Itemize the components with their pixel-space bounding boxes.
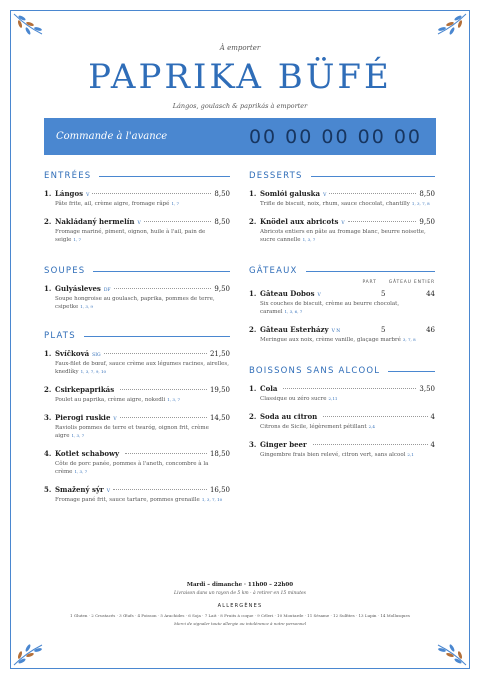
item-price: 3,50 (419, 385, 435, 393)
item-name: Cola (260, 384, 278, 393)
item-name: Kotlet schabowy (55, 449, 120, 458)
menu-item (44, 485, 230, 504)
item-name: Svíčková (55, 349, 90, 358)
item-name: Csirkepaprikás (55, 385, 115, 394)
item-allergens: 2,4 (368, 424, 375, 429)
menu-item (249, 289, 435, 316)
item-description: Faux-filet de bœuf, sauce crème aux légumes racines, airelles, knedlíky (55, 361, 229, 375)
restaurant-title: PAPRIKA BÜFÉ (88, 57, 392, 97)
menu-item (44, 284, 230, 311)
item-number: 1. (44, 284, 52, 293)
dot-leader (144, 221, 212, 222)
item-name: Smažený sýr (55, 485, 104, 494)
col-whole-header: GÂTEAU ENTIER (388, 280, 435, 285)
phone-number[interactable]: 00 00 00 00 00 (248, 125, 422, 148)
item-number: 2. (249, 217, 257, 226)
section-plats (44, 331, 230, 504)
item-allergens: 2,1 (407, 452, 414, 457)
item-price: 8,50 (214, 190, 230, 198)
dot-leader (329, 193, 416, 194)
item-name: Gulyásleves (55, 284, 101, 293)
item-price: 16,50 (209, 486, 230, 494)
section-divider (84, 336, 230, 337)
menu-item (44, 449, 230, 476)
menu-item (249, 217, 435, 244)
item-description: Citrons de Sicile, légèrement pétillant (260, 424, 367, 430)
section-title: GÂTEAUX (249, 266, 298, 276)
price-whole: 44 (426, 290, 435, 298)
dot-leader (104, 353, 207, 354)
item-description: Abricots entiers en pâte au fromage blanc, beurre noisette, sucre cannelle (260, 229, 426, 243)
diet-tag: V (323, 193, 327, 198)
item-description: Classique ou zéro sucre (260, 396, 327, 402)
item-allergens: 1, 3, 7, 9, 10 (80, 369, 107, 374)
section-divider (99, 176, 230, 177)
dot-leader (92, 193, 211, 194)
item-price: 8,50 (419, 190, 435, 198)
section-boissons (249, 366, 435, 459)
dot-leader (113, 489, 207, 490)
item-description: Gingembre frais bien relevé, citron vert, sans alcool (260, 452, 406, 458)
item-allergens: 1, 3, 7 (302, 237, 316, 242)
menu-item (44, 413, 230, 440)
header-kicker: À emporter (219, 44, 261, 52)
item-number: 1. (249, 189, 257, 198)
leaf-sprig-icon (428, 627, 468, 667)
menu-column-right (249, 171, 435, 473)
menu-item (44, 385, 230, 404)
menu-item (249, 440, 435, 459)
opening-hours: Mardi – dimanche · 11h00 – 22h00 (186, 582, 294, 588)
item-price: 19,50 (209, 386, 230, 394)
item-allergens: 1, 7 (171, 201, 180, 206)
item-number: 3. (249, 440, 257, 449)
order-banner (44, 118, 436, 155)
item-name: Gâteau Dobos (260, 289, 315, 298)
diet-tag: V (137, 221, 141, 226)
item-allergens: 1, 3, 7 (167, 397, 181, 402)
diet-tag: V (106, 489, 110, 494)
item-description: Poulet au paprika, crème aigre, nokedli (55, 397, 166, 403)
dot-leader (323, 416, 427, 417)
item-number: 1. (44, 349, 52, 358)
section-soupes (44, 266, 230, 311)
section-gateaux (249, 266, 435, 344)
menu-footer (0, 582, 480, 626)
item-number: 5. (44, 485, 52, 494)
diet-tag: V (86, 193, 90, 198)
menu-header (0, 44, 480, 110)
item-price: 9,50 (419, 218, 435, 226)
item-number: 2. (249, 325, 257, 334)
menu-item (249, 325, 435, 344)
item-description: Raviolis pommes de terre et twaróg, oignon frit, crème aigre (55, 425, 209, 439)
item-allergens: 2,11 (328, 396, 338, 401)
item-name: Soda au citron (260, 412, 318, 421)
item-number: 2. (44, 217, 52, 226)
section-title: SOUPES (44, 266, 86, 276)
col-part-header: PART (362, 280, 377, 285)
header-tagline: Lángos, goulasch & paprikás à emporter (172, 102, 308, 110)
item-price: 8,50 (214, 218, 230, 226)
price-part: 5 (381, 326, 386, 334)
item-price: 4 (430, 413, 435, 421)
item-name: Lángos (55, 189, 84, 198)
item-price: 14,50 (209, 414, 230, 422)
menu-item (44, 349, 230, 376)
item-description: Trifle de biscuit, noix, rhum, sauce chocolat, chantilly (260, 201, 410, 207)
item-allergens: 1, 3, 7 (74, 469, 88, 474)
menu-column-left (44, 171, 230, 518)
item-description: Fromage mariné, piment, oignon, huile à l'ail, pain de seigle (55, 229, 206, 243)
item-allergens: 1, 3, 7 (71, 433, 85, 438)
menu-item (44, 189, 230, 208)
item-allergens: 1, 3, 7, 8 (411, 201, 430, 206)
item-name: Pierogi ruskie (55, 413, 111, 422)
item-description: Meringue aux noix, crème vanille, glaçage marbré (260, 337, 401, 343)
item-price: 9,50 (214, 285, 230, 293)
diet-tag: V (341, 221, 345, 226)
delivery-note: Livraison dans un rayon de 5 km · à retirer en 15 minutes (174, 591, 306, 596)
section-title: BOISSONS SANS ALCOOL (249, 366, 381, 376)
dot-leader (348, 221, 417, 222)
leaf-sprig-icon (12, 627, 52, 667)
item-description: Côte de porc panée, pommes à l'aneth, concombre à la crème (55, 461, 209, 475)
allergens-note: Merci de signaler toute allergie ou intolérance à notre personnel (173, 621, 306, 626)
item-name: Somlói galuska (260, 189, 321, 198)
item-price: 4 (430, 441, 435, 449)
item-number: 3. (44, 413, 52, 422)
menu-item (249, 384, 435, 403)
item-description: Soupe hongroise au goulasch, paprika, pommes de terre, csipetke (55, 296, 215, 310)
item-description: Six couches de biscuit, crème au beurre chocolat, caramel (260, 301, 400, 315)
menu-item (249, 189, 435, 208)
section-entrees (44, 171, 230, 244)
item-number: 1. (44, 189, 52, 198)
dot-leader (120, 389, 207, 390)
dot-leader (125, 453, 207, 454)
item-name: Knödel aux abricots (260, 217, 339, 226)
dot-leader (283, 388, 416, 389)
section-title: DESSERTS (249, 171, 303, 181)
item-name: Ginger beer (260, 440, 307, 449)
dot-leader (120, 417, 207, 418)
section-title: PLATS (44, 331, 76, 341)
section-title: ENTRÉES (44, 171, 92, 181)
diet-tag: SIG (92, 353, 101, 358)
item-price: 21,50 (209, 350, 230, 358)
dot-leader (114, 288, 212, 289)
item-number: 2. (249, 412, 257, 421)
diet-tag: V (113, 417, 117, 422)
section-divider (306, 271, 435, 272)
section-divider (388, 371, 435, 372)
item-allergens: 3, 7, 8 (402, 337, 416, 342)
item-number: 1. (249, 289, 257, 298)
section-divider (311, 176, 435, 177)
order-label: Commande à l'avance (56, 131, 168, 142)
item-allergens: 1, 3, 7, 10 (201, 497, 223, 502)
item-allergens: 1, 3, 9 (80, 304, 93, 309)
item-name: Nakládaný hermelín (55, 217, 135, 226)
item-number: 1. (249, 384, 257, 393)
item-description: Pâte frite, ail, crème aigre, fromage râpé (55, 201, 170, 207)
dot-leader (313, 444, 428, 445)
section-divider (93, 271, 230, 272)
diet-tag: V N (331, 329, 341, 334)
price-whole: 46 (426, 326, 435, 334)
section-desserts (249, 171, 435, 244)
price-column-headers (249, 280, 435, 285)
item-allergens: 1, 3, 6, 7 (284, 309, 303, 314)
menu-item (249, 412, 435, 431)
item-price: 18,50 (209, 450, 230, 458)
item-name: Gâteau Esterházy (260, 325, 329, 334)
item-number: 2. (44, 385, 52, 394)
diet-tag: DF (103, 288, 111, 293)
diet-tag: V (317, 293, 321, 298)
price-part: 5 (381, 290, 386, 298)
item-description: Fromage pané frit, sauce tartare, pommes grenaille (55, 497, 200, 503)
item-allergens: 1, 7 (73, 237, 82, 242)
allergens-list: 1 Gluten · 2 Crustacés · 3 Œufs · 4 Poisson · 5 Arachides · 6 Soja · 7 Lait · 8 Fruits à coque · 9 Céleri · 10 Moutarde · 11 Sésame · 12 Sulfites · 13 Lupin · 14 Mollusques (70, 613, 410, 618)
allergens-title: ALLERGÈNES (217, 603, 263, 609)
item-number: 4. (44, 449, 52, 458)
menu-item (44, 217, 230, 244)
